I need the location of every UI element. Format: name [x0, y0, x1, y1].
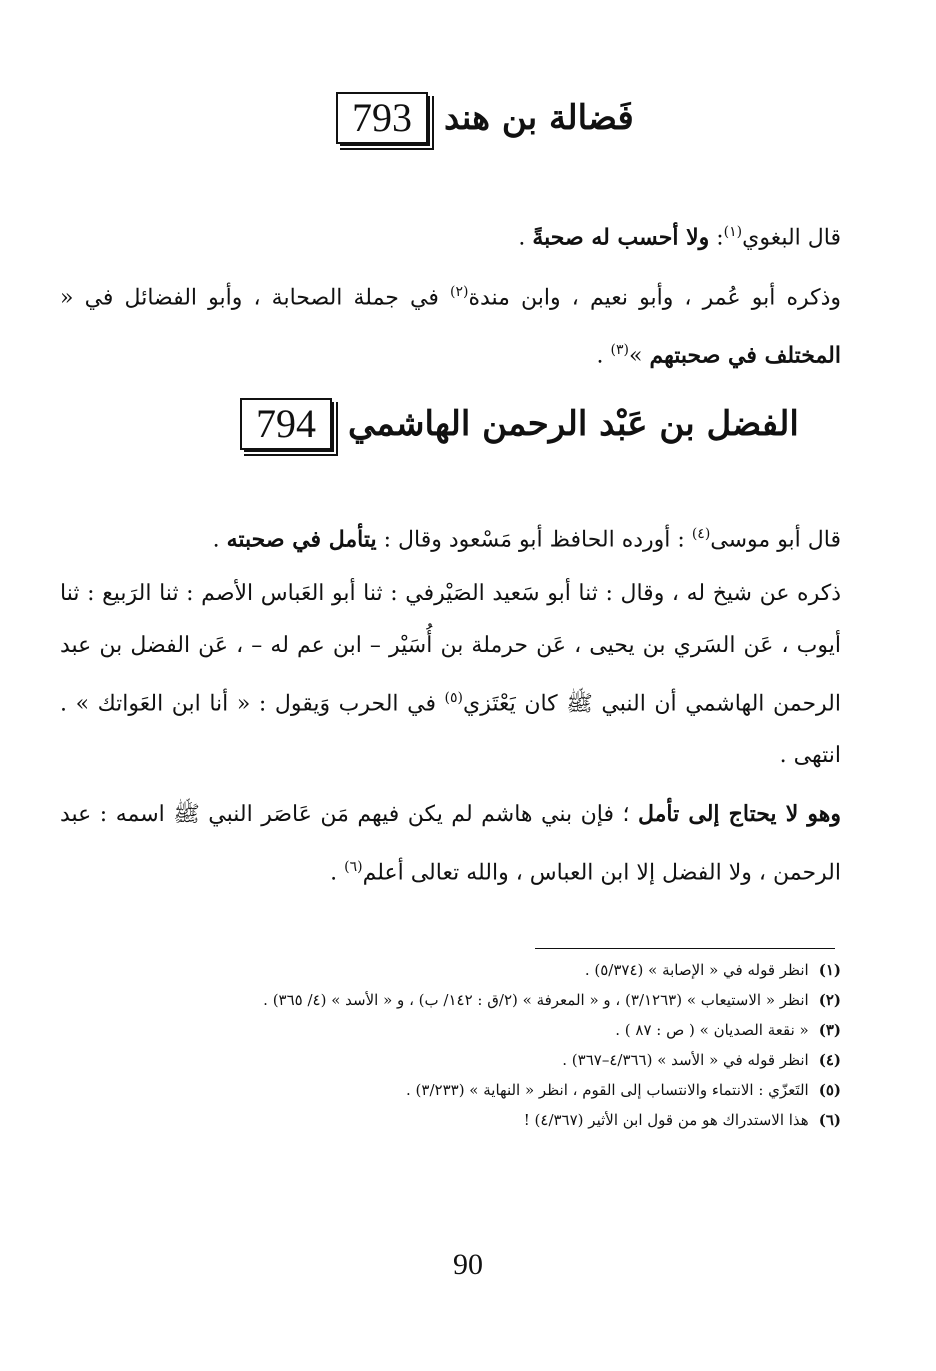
- bold-text: ولا أحسب له صحبةً: [532, 224, 710, 251]
- text-run: ؛ فإن بني هاشم لم يكن فيهم مَن عَاصَر النبي ﷺ اسمه : عبد الرحمن ، ولا الفضل إلا ابن العباس ، والله تعالى أعلم: [60, 802, 841, 886]
- entry-number-box: 793: [336, 92, 428, 144]
- text-run: وذكره أبو عُمر ، وأبو نعيم ، وابن مندة: [468, 285, 842, 311]
- text-run: .: [518, 225, 533, 251]
- page-number: 90: [453, 1248, 483, 1281]
- footnote-number: (٥): [818, 1081, 841, 1099]
- text-run: في الحرب وَيقول : « أنا ابن العَواتك » . انتهى .: [60, 691, 841, 769]
- footnotes: [75, 955, 841, 1135]
- footnote-number: (٢): [818, 991, 841, 1009]
- paragraph: [60, 206, 841, 264]
- footnote: [75, 1075, 841, 1105]
- footnote: [75, 985, 841, 1015]
- paragraph: [60, 266, 841, 383]
- footnote-number: (٤): [818, 1051, 841, 1069]
- footnote: [75, 1105, 841, 1135]
- paragraph: [60, 788, 841, 899]
- text-run: :: [709, 225, 724, 251]
- entry-title: الفضل بن عَبْد الرحمن الهاشمي: [348, 404, 799, 444]
- text-run: »: [629, 343, 650, 369]
- footnote-ref: (٥): [444, 690, 464, 706]
- footnote-ref: (٢): [449, 284, 469, 300]
- paragraph: [60, 568, 841, 782]
- entry-heading-793: [336, 92, 634, 144]
- footnote-text: انظر قوله في « الأسد » (٤/٣٦٦–٣٦٧) .: [562, 1051, 809, 1069]
- footnote-text: انظر قوله في « الإصابة » (٥/٣٧٤) .: [584, 961, 809, 979]
- footnote-text: « نقعة الصديان » ( ص : ٨٧ ) .: [615, 1021, 809, 1039]
- entry-number-box: 794: [240, 398, 332, 450]
- footnote-ref: (٣): [610, 342, 629, 359]
- text-run: .: [330, 860, 345, 886]
- footnote: [75, 1045, 841, 1075]
- text-run: .: [212, 527, 227, 553]
- footnote-ref: (٦): [344, 859, 363, 875]
- footnote-text: التَعزّي : الانتماء والانتساب إلى القوم ، انظر « النهاية » (٣/٢٣٣) .: [406, 1081, 809, 1099]
- footnote: [75, 955, 841, 985]
- bold-text: وهو لا يحتاج إلى تأمل: [637, 801, 841, 827]
- footnote: [75, 1015, 841, 1045]
- footnote-text: انظر « الاستيعاب » (٣/١٢٦٣) ، و « المعرفة » (٢/ق : ١٤٢/ ب) ، و « الأسد » (٤/ ٣٦٥) .: [263, 991, 809, 1009]
- footnote-ref: (٤): [691, 526, 711, 542]
- footnote-separator: [535, 948, 835, 949]
- paragraph: [60, 508, 841, 566]
- text-run: قال أبو موسى: [710, 527, 841, 553]
- bold-text: يتأمل في صحبته: [226, 526, 377, 553]
- footnote-number: (٣): [818, 1021, 841, 1039]
- text-run: في جملة الصحابة ، وأبو الفضائل في «: [60, 285, 450, 311]
- footnote-ref: (١): [723, 224, 743, 240]
- text-run: ذكره عن شيخ له ، وقال : ثنا أبو سَعيد الصَيْرفي : ثنا أبو العَباس الأصم : ثنا الرَبيع : ثنا أيوب ، عَن السَري بن يحيى ، عَن حرملة بن أُسَيْر – ابن عم له – ، عَن الفضل بن عبد الرحمن الهاشمي أن النبي ﷺ كان يَعْتَزي: [60, 581, 841, 717]
- text-run: : أورده الحافظ أبو مَسْعود وقال :: [376, 527, 692, 553]
- text-run: .: [596, 343, 611, 369]
- footnote-number: (٦): [818, 1111, 841, 1129]
- bold-text: المختلف في صحبتهم: [649, 342, 841, 369]
- footnote-number: (١): [818, 961, 841, 979]
- text-run: قال البغوي: [742, 225, 841, 251]
- footnote-text: هذا الاستدراك هو من قول ابن الأثير (٤/٣٦٧) !: [523, 1111, 809, 1129]
- entry-title: فَضالة بن هند: [444, 98, 634, 138]
- entry-heading-794: [240, 398, 799, 450]
